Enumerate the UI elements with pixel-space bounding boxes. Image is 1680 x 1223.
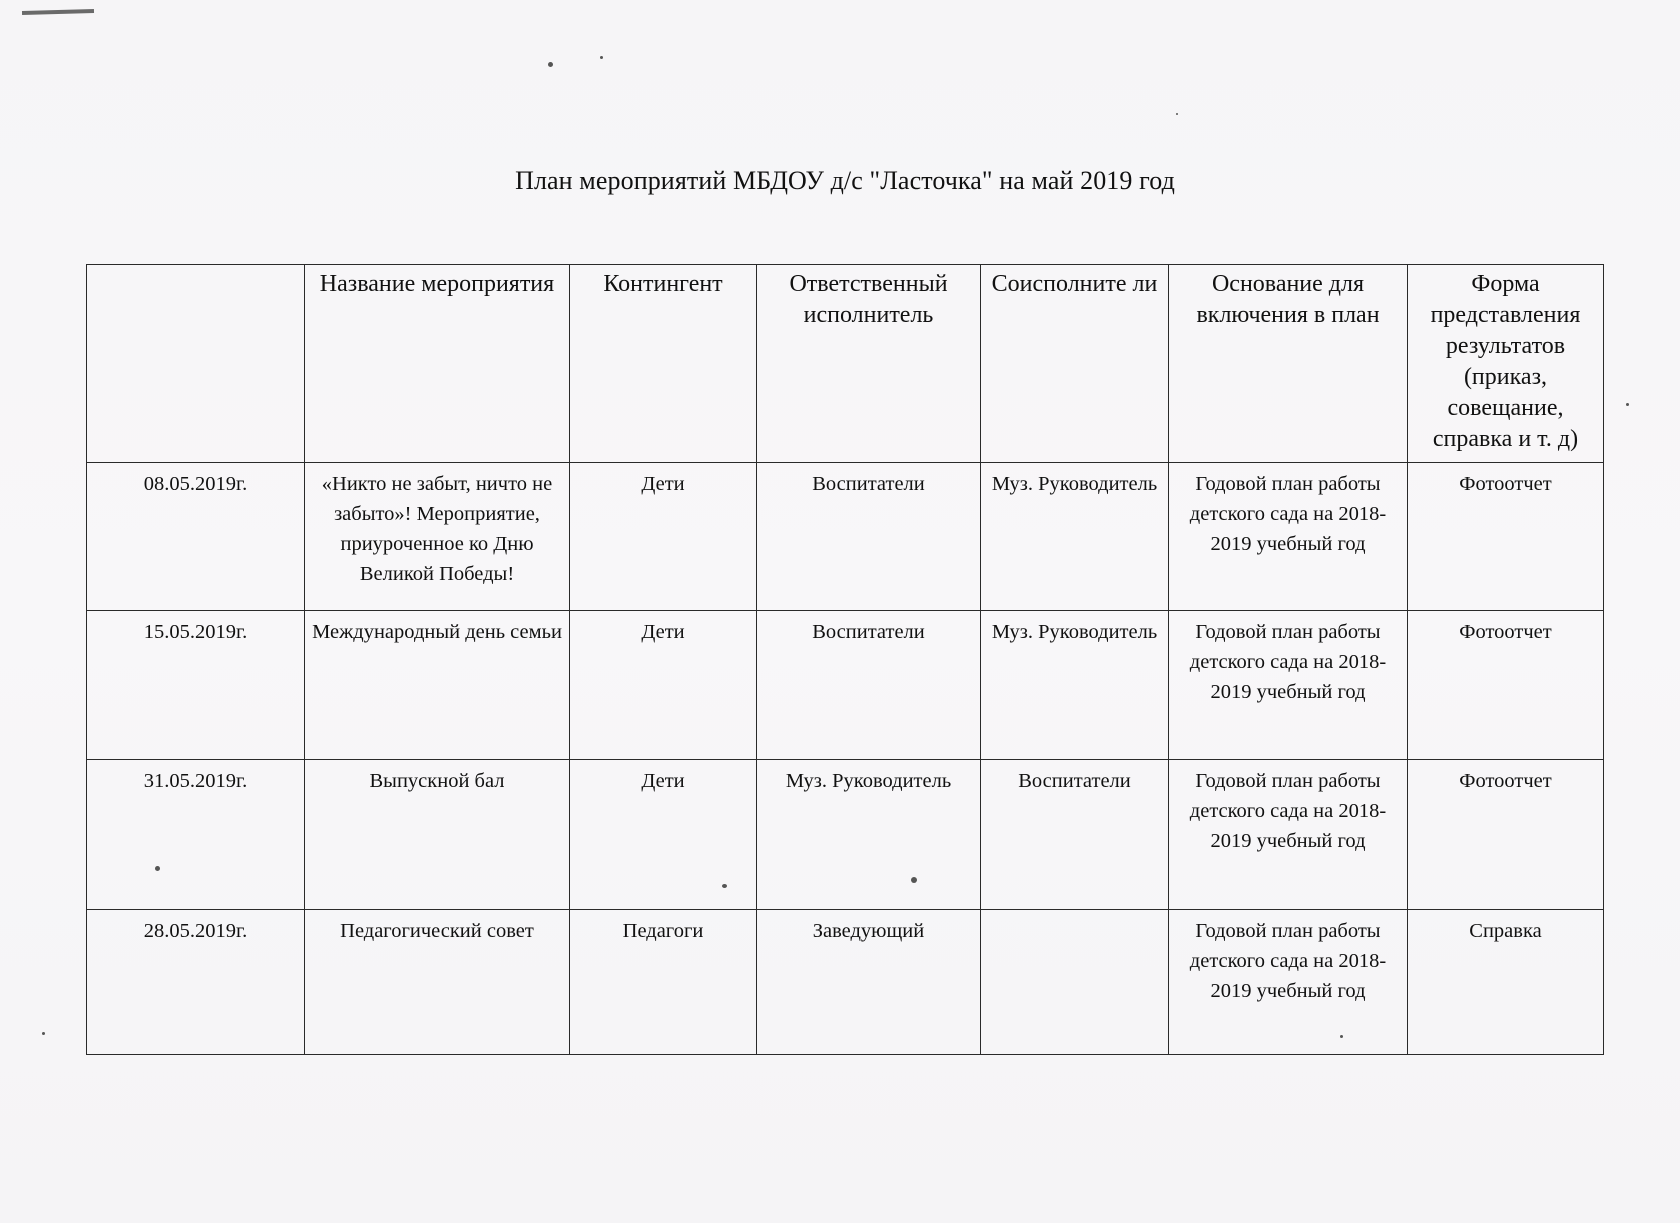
table-row bbox=[87, 463, 1604, 611]
cell-basis: Годовой план работы детского сада на 2018-2019 учебный год bbox=[1169, 611, 1408, 760]
table-row bbox=[87, 760, 1604, 910]
cell-co-executors bbox=[981, 910, 1169, 1055]
cell-result-form: Фотоотчет bbox=[1408, 611, 1604, 760]
cell-basis: Годовой план работы детского сада на 2018-2019 учебный год bbox=[1169, 760, 1408, 910]
document-title: План мероприятий МБДОУ д/с "Ласточка" на май 2019 год bbox=[515, 166, 1175, 195]
cell-contingent: Дети bbox=[570, 760, 757, 910]
cell-contingent: Педагоги bbox=[570, 910, 757, 1055]
cell-responsible: Воспитатели bbox=[757, 611, 981, 760]
table-header-row bbox=[87, 265, 1604, 463]
cell-date: 15.05.2019г. bbox=[87, 611, 305, 760]
cell-event: Педагогический совет bbox=[305, 910, 570, 1055]
cell-basis: Годовой план работы детского сада на 2018-2019 учебный год bbox=[1169, 463, 1408, 611]
scan-edge-mark bbox=[22, 9, 94, 15]
scan-speck bbox=[1626, 403, 1629, 406]
cell-contingent: Дети bbox=[570, 463, 757, 611]
scan-speck bbox=[42, 1032, 45, 1035]
cell-co-executors: Воспитатели bbox=[981, 760, 1169, 910]
header-date bbox=[87, 265, 305, 463]
cell-date: 31.05.2019г. bbox=[87, 760, 305, 910]
cell-event: Выпускной бал bbox=[305, 760, 570, 910]
cell-result-form: Фотоотчет bbox=[1408, 760, 1604, 910]
cell-co-executors: Муз. Руководитель bbox=[981, 611, 1169, 760]
header-co-executors: Соисполните ли bbox=[981, 265, 1169, 463]
table-row bbox=[87, 910, 1604, 1055]
header-event-name: Название мероприятия bbox=[305, 265, 570, 463]
cell-co-executors: Муз. Руководитель bbox=[981, 463, 1169, 611]
header-basis: Основание для включения в план bbox=[1169, 265, 1408, 463]
header-responsible: Ответственный исполнитель bbox=[757, 265, 981, 463]
cell-responsible: Заведующий bbox=[757, 910, 981, 1055]
cell-result-form: Фотоотчет bbox=[1408, 463, 1604, 611]
cell-date: 28.05.2019г. bbox=[87, 910, 305, 1055]
table-row bbox=[87, 611, 1604, 760]
cell-event: Международный день семьи bbox=[305, 611, 570, 760]
header-contingent: Контингент bbox=[570, 265, 757, 463]
scan-speck bbox=[548, 62, 553, 67]
cell-responsible: Воспитатели bbox=[757, 463, 981, 611]
events-table bbox=[86, 264, 1604, 1055]
cell-event: «Никто не забыт, ничто не забыто»! Мероприятие, приуроченное ко Дню Великой Победы! bbox=[305, 463, 570, 611]
scan-speck bbox=[600, 56, 603, 59]
cell-date: 08.05.2019г. bbox=[87, 463, 305, 611]
cell-result-form: Справка bbox=[1408, 910, 1604, 1055]
cell-responsible: Муз. Руководитель bbox=[757, 760, 981, 910]
header-result-form: Форма представления результатов (приказ, совещание, справка и т. д) bbox=[1408, 265, 1604, 463]
scan-speck bbox=[1176, 113, 1178, 115]
cell-basis: Годовой план работы детского сада на 2018-2019 учебный год bbox=[1169, 910, 1408, 1055]
cell-contingent: Дети bbox=[570, 611, 757, 760]
